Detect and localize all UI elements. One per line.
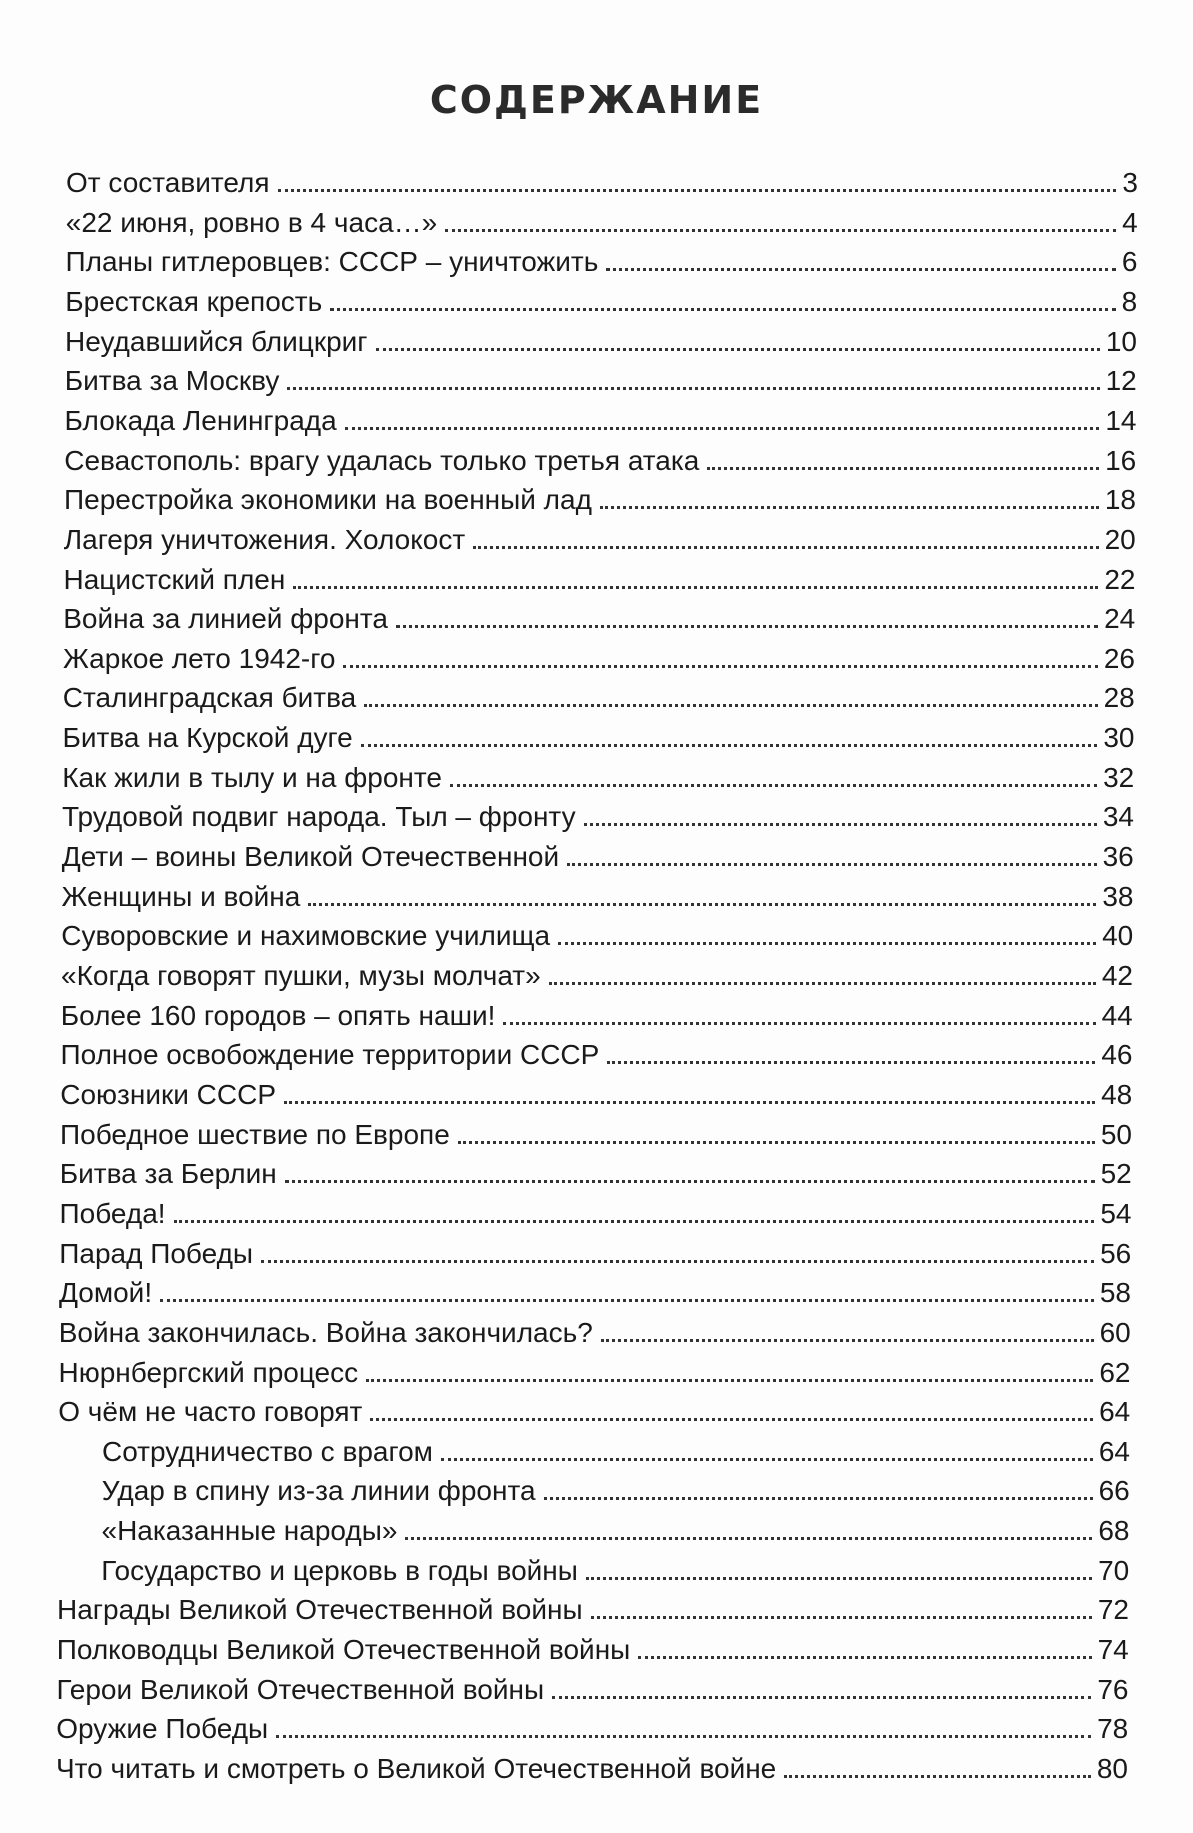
dot-leader bbox=[606, 268, 1116, 271]
dot-leader bbox=[345, 427, 1100, 430]
toc-page-number: 64 bbox=[1099, 1396, 1131, 1428]
toc-page-number: 22 bbox=[1104, 563, 1136, 595]
dot-leader bbox=[160, 1299, 1094, 1302]
toc-page-number: 32 bbox=[1103, 761, 1135, 793]
dot-leader bbox=[558, 942, 1096, 945]
toc-page-number: 54 bbox=[1100, 1197, 1132, 1229]
toc-page-number: 48 bbox=[1101, 1078, 1133, 1110]
dot-leader bbox=[441, 1458, 1093, 1461]
toc-entry bbox=[62, 877, 1134, 913]
toc-page-number: 14 bbox=[1105, 404, 1137, 436]
toc-entry-title: Как жили в тылу и на фронте bbox=[62, 761, 442, 793]
toc-page-number: 26 bbox=[1103, 642, 1135, 674]
toc-entry bbox=[60, 1194, 1132, 1230]
dot-leader bbox=[287, 387, 1099, 390]
toc-page-number: 58 bbox=[1099, 1277, 1131, 1309]
toc-entry-title: Герои Великой Отечественной войны bbox=[56, 1673, 545, 1705]
toc-entry bbox=[57, 1590, 1129, 1626]
toc-entry-title: Битва за Москву bbox=[64, 365, 280, 397]
toc-entry-title: Война за линией фронта bbox=[63, 603, 388, 635]
toc-entry-title: Домой! bbox=[59, 1277, 153, 1309]
toc-page-number: 80 bbox=[1096, 1753, 1128, 1784]
toc-entry bbox=[66, 203, 1138, 239]
toc-entry-title: Победное шествие по Европе bbox=[60, 1118, 450, 1150]
dot-leader bbox=[600, 506, 1099, 509]
toc-entry-title: Битва за Берлин bbox=[59, 1158, 277, 1190]
toc-page-number: 56 bbox=[1100, 1237, 1132, 1269]
dot-leader bbox=[396, 625, 1098, 628]
toc-page-number: 70 bbox=[1098, 1554, 1130, 1586]
toc-subentry bbox=[102, 1511, 1130, 1547]
dot-leader bbox=[552, 1696, 1091, 1699]
dot-leader bbox=[784, 1775, 1091, 1778]
toc-entry bbox=[62, 837, 1134, 873]
toc-entry-title: Более 160 городов – опять наши! bbox=[60, 999, 496, 1031]
toc-entry-title: «Когда говорят пушки, музы молчат» bbox=[61, 960, 541, 991]
dot-leader bbox=[278, 189, 1117, 192]
toc-page-number: 74 bbox=[1097, 1634, 1129, 1666]
toc-entry-title: От составителя bbox=[66, 167, 270, 198]
toc-page-number: 36 bbox=[1102, 841, 1134, 873]
toc-entry-title: Дети – воины Великой Отечественной bbox=[61, 841, 560, 873]
toc-page-number: 60 bbox=[1099, 1316, 1131, 1348]
dot-leader bbox=[405, 1537, 1092, 1540]
dot-leader bbox=[549, 982, 1096, 985]
toc-entry bbox=[63, 639, 1135, 675]
toc-entry bbox=[64, 520, 1136, 556]
toc-entry bbox=[56, 1749, 1128, 1785]
toc-page-number: 64 bbox=[1098, 1435, 1130, 1467]
dot-leader bbox=[591, 1616, 1092, 1619]
toc-page-number: 16 bbox=[1105, 444, 1137, 476]
toc-entry bbox=[60, 1154, 1132, 1190]
toc-entry bbox=[63, 678, 1135, 714]
toc-entry-title: Неудавшийся блицкриг bbox=[65, 325, 368, 357]
toc-entry-title: Блокада Ленинграда bbox=[64, 404, 337, 436]
dot-leader bbox=[284, 1101, 1095, 1104]
dot-leader bbox=[638, 1656, 1091, 1659]
dot-leader bbox=[308, 903, 1096, 906]
toc-page-number: 68 bbox=[1098, 1515, 1130, 1547]
toc-page-number: 18 bbox=[1104, 484, 1136, 516]
toc-page-number: 10 bbox=[1105, 325, 1137, 357]
dot-leader bbox=[450, 784, 1097, 787]
toc-page-number: 24 bbox=[1104, 603, 1136, 635]
toc-entry-title: Сотрудничество с врагом bbox=[102, 1435, 433, 1467]
toc-entry-title: «Наказанные народы» bbox=[101, 1515, 398, 1547]
toc-entry bbox=[61, 956, 1133, 992]
toc-entry-title: Удар в спину из-за линии фронта bbox=[101, 1475, 536, 1507]
toc-page-number: 40 bbox=[1102, 920, 1134, 952]
toc-entry bbox=[64, 480, 1136, 516]
toc-page-number: 72 bbox=[1097, 1594, 1129, 1626]
dot-leader bbox=[458, 1141, 1095, 1144]
dot-leader bbox=[707, 467, 1099, 470]
dot-leader bbox=[370, 1418, 1093, 1421]
dot-leader bbox=[503, 1022, 1095, 1025]
toc-page-number: 6 bbox=[1121, 246, 1138, 278]
toc-page-number: 30 bbox=[1103, 722, 1135, 754]
toc-subentry bbox=[102, 1432, 1130, 1468]
toc-entry bbox=[59, 1353, 1131, 1389]
toc-entry-title: Награды Великой Отечественной войны bbox=[57, 1594, 583, 1626]
toc-entry bbox=[66, 163, 1138, 199]
dot-leader bbox=[285, 1180, 1095, 1183]
page-title: СОДЕРЖАНИЕ bbox=[429, 78, 764, 122]
toc-page-number: 12 bbox=[1105, 365, 1137, 397]
toc-entry-title: О чём не часто говорят bbox=[58, 1396, 363, 1428]
toc-entry-title: Жаркое лето 1942-го bbox=[63, 642, 336, 674]
toc-entry-title: Брестская крепость bbox=[65, 285, 323, 317]
dot-leader bbox=[366, 1379, 1093, 1382]
toc-entry-title: Битва на Курской дуге bbox=[62, 722, 353, 754]
toc-page-number: 28 bbox=[1103, 682, 1135, 714]
dot-leader bbox=[586, 1577, 1092, 1580]
toc-page-number: 50 bbox=[1100, 1118, 1132, 1150]
dot-leader bbox=[174, 1220, 1095, 1223]
dot-leader bbox=[567, 863, 1096, 866]
toc-page-number: 76 bbox=[1097, 1673, 1129, 1705]
toc-entry-title: Планы гитлеровцев: СССР – уничтожить bbox=[65, 246, 599, 278]
toc-entry bbox=[56, 1709, 1128, 1745]
toc-entry-title: Победа! bbox=[59, 1197, 166, 1229]
toc-entry-title: Союзники СССР bbox=[60, 1078, 276, 1110]
toc-page-number: 62 bbox=[1099, 1356, 1131, 1388]
toc-entry-title: Трудовой подвиг народа. Тыл – фронту bbox=[62, 801, 576, 833]
toc-entry-title: Суворовские и нахимовские училища bbox=[61, 920, 551, 952]
toc-subentry bbox=[101, 1551, 1129, 1587]
toc-entry bbox=[65, 401, 1137, 437]
toc-page-number: 42 bbox=[1101, 960, 1133, 991]
dot-leader bbox=[293, 586, 1098, 589]
toc-page-number: 44 bbox=[1101, 999, 1133, 1031]
toc-page-number: 38 bbox=[1102, 880, 1134, 912]
dot-leader bbox=[330, 308, 1115, 311]
toc-entry bbox=[64, 560, 1136, 596]
dot-leader bbox=[601, 1339, 1094, 1342]
dot-leader bbox=[584, 823, 1097, 826]
dot-leader bbox=[361, 744, 1098, 747]
toc-entry-title: Нюрнбергский процесс bbox=[58, 1356, 359, 1388]
toc-entry bbox=[66, 242, 1138, 278]
toc-entry bbox=[63, 599, 1135, 635]
toc-entry bbox=[65, 282, 1137, 318]
toc-entry bbox=[60, 1075, 1132, 1111]
toc-subentry bbox=[102, 1471, 1130, 1507]
toc-entry-title: Парад Победы bbox=[59, 1237, 254, 1269]
toc-entry bbox=[65, 322, 1137, 358]
toc-entry bbox=[59, 1234, 1131, 1270]
dot-leader bbox=[261, 1260, 1094, 1263]
toc-page-number: 4 bbox=[1122, 206, 1138, 238]
toc-entry bbox=[63, 718, 1135, 754]
toc-entry bbox=[61, 1035, 1133, 1071]
toc-entry-title: Оружие Победы bbox=[56, 1713, 269, 1745]
dot-leader bbox=[376, 348, 1100, 351]
dot-leader bbox=[544, 1497, 1093, 1500]
toc-entry bbox=[61, 916, 1133, 952]
toc-entry-title: Полное освобождение территории СССР bbox=[60, 1039, 600, 1071]
toc-entry-title: Полководцы Великой Отечественной войны bbox=[56, 1634, 631, 1666]
toc-entry bbox=[61, 996, 1133, 1032]
toc-entry bbox=[57, 1670, 1129, 1706]
toc-entry-title: Государство и церковь в годы войны bbox=[101, 1554, 578, 1586]
dot-leader bbox=[343, 665, 1097, 668]
toc-page-number: 46 bbox=[1101, 1039, 1133, 1071]
toc-page-number: 8 bbox=[1121, 285, 1138, 317]
dot-leader bbox=[473, 546, 1098, 549]
toc-page-number: 20 bbox=[1104, 523, 1136, 555]
toc-entry bbox=[59, 1273, 1131, 1309]
toc-entry-title: Сталинградская битва bbox=[62, 682, 357, 714]
dot-leader bbox=[364, 704, 1097, 707]
toc-entry-title: Севастополь: врагу удалась только третья атака bbox=[64, 444, 700, 476]
toc-page-number: 52 bbox=[1100, 1158, 1132, 1190]
toc-page-number: 3 bbox=[1122, 167, 1138, 198]
dot-leader bbox=[607, 1061, 1095, 1064]
toc-entry bbox=[57, 1630, 1129, 1666]
dot-leader bbox=[445, 229, 1116, 232]
toc-entry bbox=[62, 797, 1134, 833]
toc-page-number: 34 bbox=[1102, 801, 1134, 833]
toc-entry-title: Что читать и смотреть о Великой Отечественной войне bbox=[56, 1753, 777, 1784]
toc-entry bbox=[64, 441, 1136, 477]
toc-entry bbox=[60, 1115, 1132, 1151]
dot-leader bbox=[276, 1735, 1091, 1738]
toc-page-number: 66 bbox=[1098, 1475, 1130, 1507]
toc-entry-title: Лагеря уничтожения. Холокост bbox=[63, 523, 466, 555]
toc-entry-title: Перестройка экономики на военный лад bbox=[64, 484, 592, 516]
toc-entry bbox=[58, 1392, 1130, 1428]
toc-entry-title: Нацистский плен bbox=[63, 563, 286, 595]
toc-entry bbox=[62, 758, 1134, 794]
toc-entry bbox=[65, 361, 1137, 397]
toc-entry-title: «22 июня, ровно в 4 часа…» bbox=[65, 206, 438, 238]
toc-entry-title: Война закончилась. Война закончилась? bbox=[58, 1316, 593, 1348]
toc-entry bbox=[59, 1313, 1131, 1349]
toc-page-number: 78 bbox=[1097, 1713, 1129, 1745]
toc-entry-title: Женщины и война bbox=[61, 880, 301, 912]
